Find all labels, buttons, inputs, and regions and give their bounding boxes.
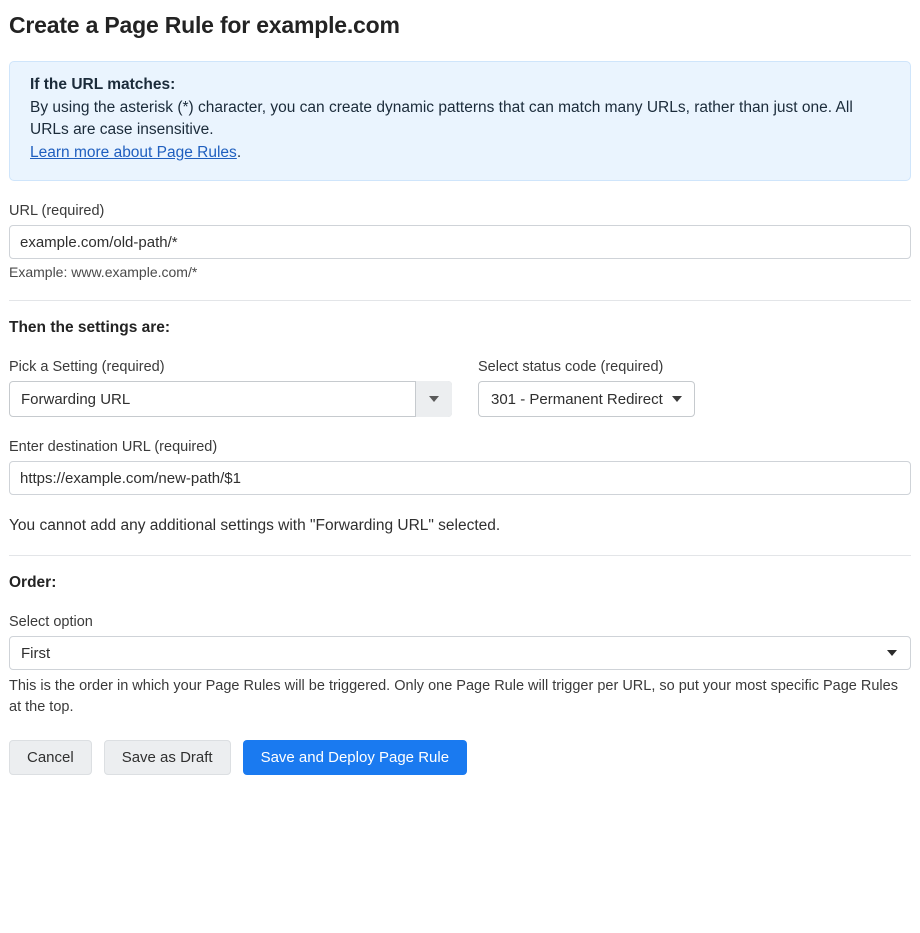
destination-label: Enter destination URL (required) <box>9 439 218 456</box>
caret-shape <box>429 396 439 402</box>
status-label: Select status code (required) <box>478 359 664 376</box>
settings-section-title: Then the settings are: <box>9 319 171 337</box>
setting-label: Pick a Setting (required) <box>9 359 165 376</box>
status-select-value: 301 - Permanent Redirect <box>491 390 663 408</box>
order-select[interactable] <box>9 636 911 670</box>
setting-select-wrap <box>9 381 452 417</box>
order-label: Select option <box>9 614 93 631</box>
status-select[interactable] <box>478 381 695 417</box>
divider-order <box>9 555 911 556</box>
info-callout-link-line <box>30 142 890 164</box>
cancel-button[interactable]: Cancel <box>9 740 92 775</box>
order-hint: This is the order in which your Page Rules will be triggered. Only one Page Rule will trigger per URL, so put your most specific Page Rules at the top. <box>9 678 898 716</box>
setting-select[interactable] <box>9 381 452 417</box>
setting-column <box>9 337 452 417</box>
url-field-hint: Example: www.example.com/* <box>9 264 198 281</box>
setting-select-value: Forwarding URL <box>21 390 131 408</box>
chevron-down-icon-status <box>672 396 682 402</box>
chevron-down-icon-order <box>887 650 897 656</box>
order-select-value: First <box>21 644 51 662</box>
divider-settings <box>9 300 911 301</box>
page-rule-form <box>0 12 920 775</box>
save-and-deploy-button[interactable]: Save and Deploy Page Rule <box>243 740 467 775</box>
info-callout-link-suffix: . <box>236 143 242 161</box>
save-as-draft-button[interactable]: Save as Draft <box>104 740 231 775</box>
info-callout-title: If the URL matches: <box>30 76 176 93</box>
forwarding-note: You cannot add any additional settings with "Forwarding URL" selected. <box>9 517 501 535</box>
page-title: Create a Page Rule for example.com <box>9 12 400 38</box>
url-input[interactable] <box>9 225 911 259</box>
settings-row <box>9 337 911 417</box>
info-callout <box>9 61 911 181</box>
chevron-down-icon[interactable] <box>415 381 452 417</box>
order-section-title: Order: <box>9 574 57 592</box>
destination-url-input[interactable] <box>9 461 911 495</box>
learn-more-link[interactable]: Learn more about Page Rules <box>30 143 237 161</box>
url-field-label: URL (required) <box>9 203 105 220</box>
status-column <box>478 337 721 417</box>
form-actions <box>9 740 911 775</box>
info-callout-text: By using the asterisk (*) character, you can create dynamic patterns that can match many URLs, rather than just one. All URLs are case insensitive. <box>30 99 853 139</box>
